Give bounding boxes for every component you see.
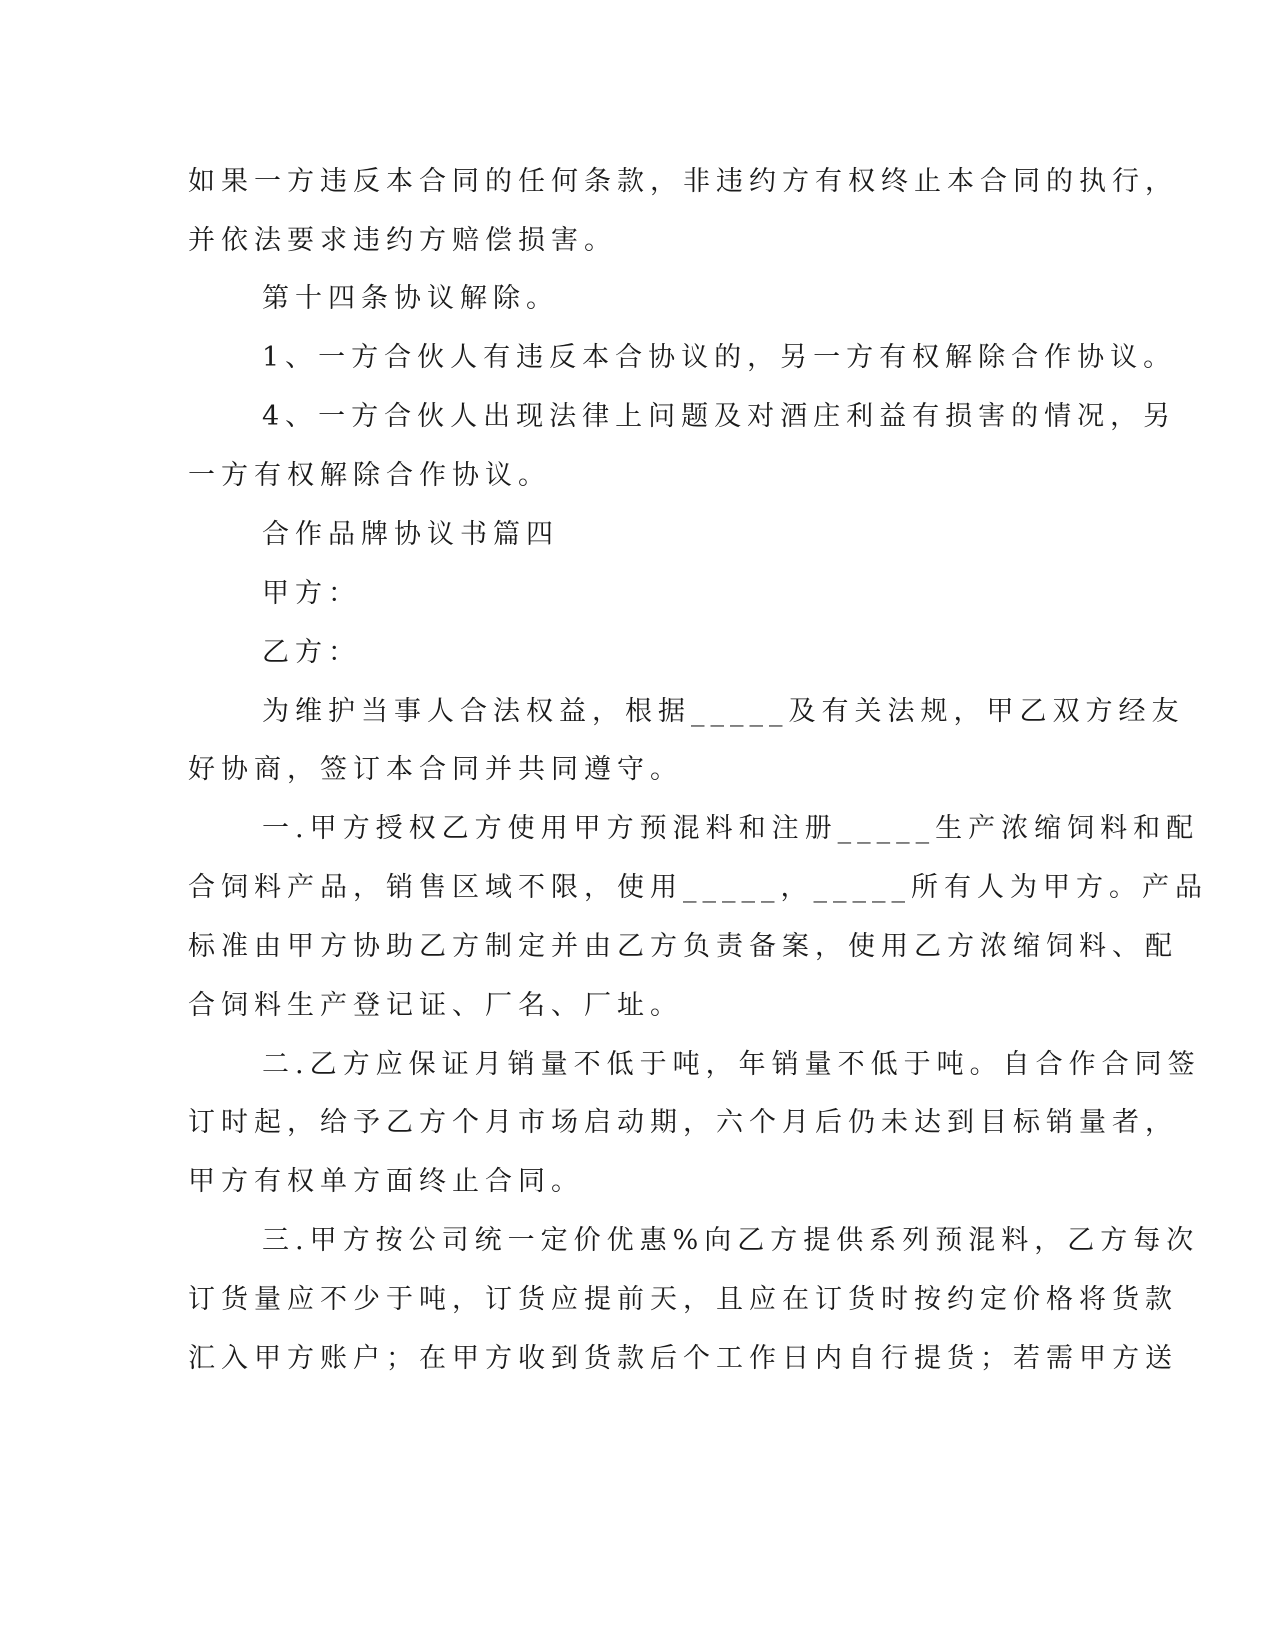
section-title: 合作品牌协议书篇四 <box>262 519 559 550</box>
text-line: 一.甲方授权乙方使用甲方预混料和注册_____生产浓缩饲料和配 <box>262 813 1200 844</box>
text-line: 一方有权解除合作协议。 <box>188 460 551 491</box>
text-line: 二.乙方应保证月销量不低于吨，年销量不低于吨。自合作合同签 <box>262 1049 1201 1080</box>
text-line: 并依法要求违约方赔偿损害。 <box>188 225 617 256</box>
text-line: 汇入甲方账户；在甲方收到货款后个工作日内自行提货；若需甲方送 <box>188 1343 1178 1374</box>
text-line: 订时起，给予乙方个月市场启动期，六个月后仍未达到目标销量者， <box>188 1107 1178 1138</box>
party-b-label: 乙方： <box>262 637 361 668</box>
text-line: 标准由甲方协助乙方制定并由乙方负责备案，使用乙方浓缩饲料、配 <box>188 931 1178 962</box>
text-line: 合饲料产品，销售区域不限，使用_____，_____所有人为甲方。产品 <box>188 872 1208 903</box>
party-a-label: 甲方： <box>262 578 361 609</box>
text-line: 订货量应不少于吨，订货应提前天，且应在订货时按约定价格将货款 <box>188 1284 1178 1315</box>
text-line: 三.甲方按公司统一定价优惠%向乙方提供系列预混料，乙方每次 <box>262 1225 1200 1256</box>
text-line: 如果一方违反本合同的任何条款，非违约方有权终止本合同的执行， <box>188 166 1178 197</box>
text-line: 4、一方合伙人出现法律上问题及对酒庄利益有损害的情况，另 <box>262 401 1177 432</box>
text-line: 好协商，签订本合同并共同遵守。 <box>188 754 683 785</box>
text-line: 为维护当事人合法权益，根据_____及有关法规，甲乙双方经友 <box>262 696 1185 727</box>
article-heading: 第十四条协议解除。 <box>262 283 559 314</box>
text-line: 合饲料生产登记证、厂名、厂址。 <box>188 990 683 1021</box>
text-line: 1、一方合伙人有违反本合协议的，另一方有权解除合作协议。 <box>262 342 1177 373</box>
text-line: 甲方有权单方面终止合同。 <box>188 1166 584 1197</box>
